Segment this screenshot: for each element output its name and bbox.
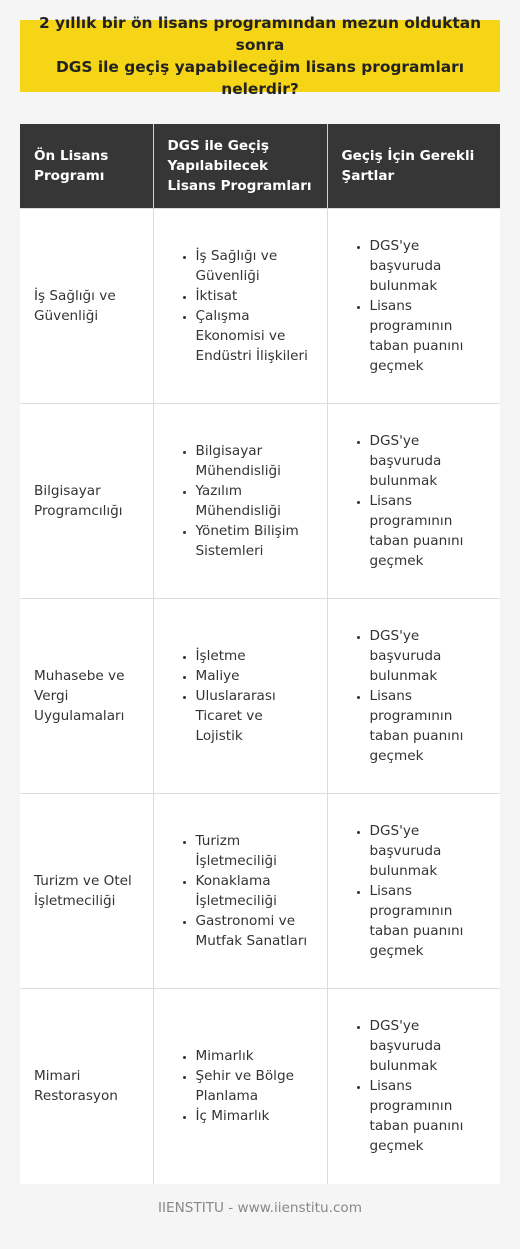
- list-item: • Lisans programının taban puanını geçmek: [370, 296, 487, 376]
- list-item: • Yazılım Mühendisliği: [196, 481, 313, 521]
- list-item: • DGS'ye başvuruda bulunmak: [370, 236, 487, 296]
- table-row: [20, 599, 500, 794]
- list-item: • Mimarlık: [196, 1046, 313, 1066]
- list-item: • DGS'ye başvuruda bulunmak: [370, 626, 487, 686]
- list-item: • Lisans programının taban puanını geçmek: [370, 1076, 487, 1156]
- targets-list: [174, 646, 313, 746]
- program-cell: Mimari Restorasyon: [20, 989, 153, 1184]
- list-item: • Lisans programının taban puanını geçmek: [370, 686, 487, 766]
- list-item: • Şehir ve Bölge Planlama: [196, 1066, 313, 1106]
- targets-cell: [153, 989, 327, 1184]
- list-item: • İç Mimarlık: [196, 1106, 313, 1126]
- list-item: • DGS'ye başvuruda bulunmak: [370, 431, 487, 491]
- list-item: • Çalışma Ekonomisi ve Endüstri İlişkileri: [196, 306, 313, 366]
- targets-list: [174, 831, 313, 951]
- list-item: • Yönetim Bilişim Sistemleri: [196, 521, 313, 561]
- banner-line-2: DGS ile geçiş yapabileceğim lisans programları nelerdir?: [56, 58, 464, 98]
- list-item: • Konaklama İşletmeciliği: [196, 871, 313, 911]
- list-item: • Lisans programının taban puanını geçmek: [370, 491, 487, 571]
- requirements-cell: [327, 599, 500, 794]
- program-cell: Muhasebe ve Vergi Uygulamaları: [20, 599, 153, 794]
- list-item: • Gastronomi ve Mutfak Sanatları: [196, 911, 313, 951]
- requirements-cell: [327, 794, 500, 989]
- list-item: • Maliye: [196, 666, 313, 686]
- targets-list: [174, 1046, 313, 1126]
- table-row: [20, 989, 500, 1184]
- requirements-list: [348, 821, 487, 961]
- footer-credit: IIENSTITU - www.iienstitu.com: [158, 1200, 362, 1216]
- list-item: • Turizm İşletmeciliği: [196, 831, 313, 871]
- requirements-list: [348, 236, 487, 376]
- requirements-cell: [327, 209, 500, 404]
- targets-list: [174, 246, 313, 366]
- program-cell: Bilgisayar Programcılığı: [20, 404, 153, 599]
- table-row: [20, 209, 500, 404]
- targets-cell: [153, 599, 327, 794]
- table-row: [20, 794, 500, 989]
- requirements-list: [348, 1016, 487, 1156]
- targets-cell: [153, 794, 327, 989]
- question-banner: [20, 14, 500, 98]
- requirements-list: [348, 431, 487, 571]
- header-target-programs: DGS ile Geçiş Yapılabilecek Lisans Programları: [153, 124, 327, 209]
- list-item: • İktisat: [196, 286, 313, 306]
- list-item: • Bilgisayar Mühendisliği: [196, 441, 313, 481]
- program-cell: Turizm ve Otel İşletmeciliği: [20, 794, 153, 989]
- list-item: • Uluslararası Ticaret ve Lojistik: [196, 686, 313, 746]
- targets-cell: [153, 209, 327, 404]
- list-item: • İş Sağlığı ve Güvenliği: [196, 246, 313, 286]
- header-associate-program: Ön Lisans Programı: [20, 124, 153, 209]
- requirements-list: [348, 626, 487, 766]
- header-requirements: Geçiş İçin Gerekli Şartlar: [327, 124, 500, 209]
- requirements-cell: [327, 989, 500, 1184]
- list-item: • Lisans programının taban puanını geçmek: [370, 881, 487, 961]
- requirements-cell: [327, 404, 500, 599]
- table-row: [20, 404, 500, 599]
- targets-list: [174, 441, 313, 561]
- list-item: • DGS'ye başvuruda bulunmak: [370, 1016, 487, 1076]
- banner-line-1: 2 yıllık bir ön lisans programından mezun olduktan sonra: [38, 14, 482, 54]
- list-item: • İşletme: [196, 646, 313, 666]
- table-header-row: [20, 124, 500, 209]
- programs-table: [20, 124, 500, 1184]
- program-cell: İş Sağlığı ve Güvenliği: [20, 209, 153, 404]
- targets-cell: [153, 404, 327, 599]
- list-item: • DGS'ye başvuruda bulunmak: [370, 821, 487, 881]
